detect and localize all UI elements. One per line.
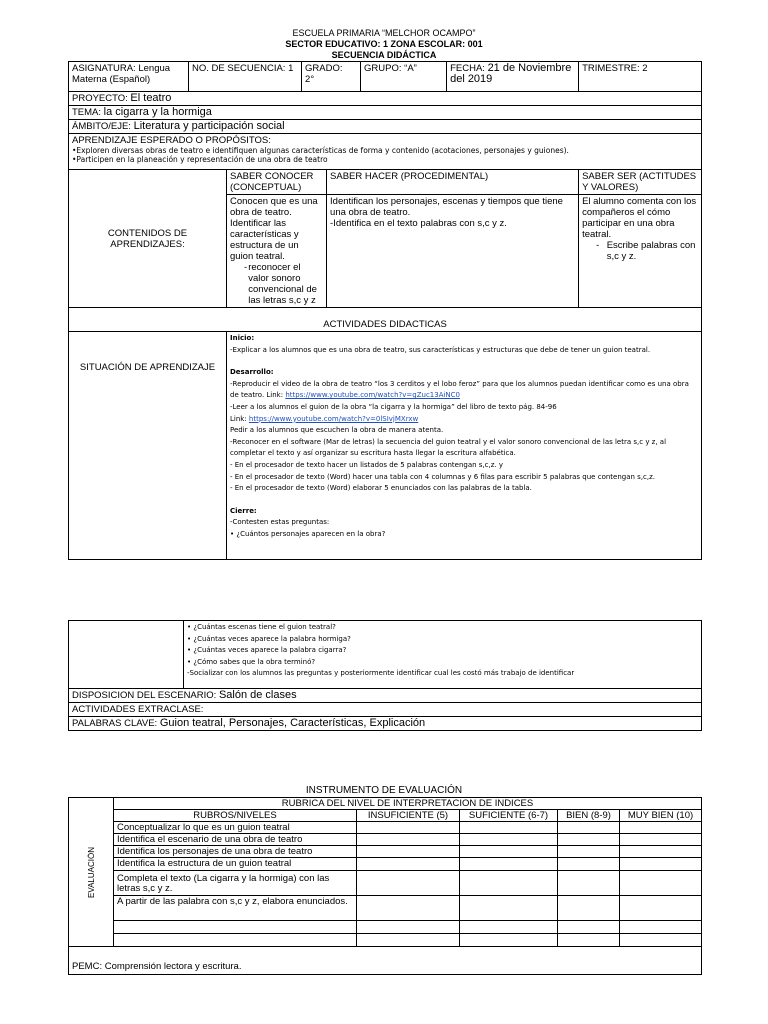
rubric-row-label: Completa el texto (La cigarra y la hormiga) con las letras s,c y z. xyxy=(114,871,357,896)
grado-label: GRADO: xyxy=(305,63,343,74)
tema-label: TEMA: xyxy=(72,107,102,118)
cierre-question: • ¿Cuántas escenas tiene el guion teatral? xyxy=(187,623,336,631)
desarrollo-step: Link: https://www.youtube.com/watch?v=0lSIvjMXrxw xyxy=(230,414,419,423)
grado-cell xyxy=(302,62,361,92)
desarrollo-step: - En el procesador de texto hacer un listados de 5 palabras contengan s,c,z. y xyxy=(230,460,503,469)
fecha-value: 21 de Noviembre del 2019 xyxy=(450,62,572,85)
ser-text: El alumno comenta con los compañeros el cómo participar en una obra teatral. xyxy=(582,196,697,240)
rubric-row-label: Identifica el escenario de una obra de teatro xyxy=(114,834,357,846)
continuation-table xyxy=(68,620,702,731)
saber-ser-header: SABER SER (ACTITUDES Y VALORES) xyxy=(579,170,702,195)
video-link[interactable]: https://www.youtube.com/watch?v=gZuc13AiNC0 xyxy=(285,391,461,400)
inicio-label: Inicio: xyxy=(230,334,255,342)
asignatura-label: ASIGNATURA: xyxy=(72,63,136,74)
conocer-bullet: reconocer el valor sonoro convencional de las letras s,c y z xyxy=(248,262,317,306)
rubric-row-label: Conceptualizar lo que es un guion teatral xyxy=(114,822,357,834)
cierre-question: • ¿Cuántas veces aparece la palabra cigarra? xyxy=(187,646,347,655)
ambito-label: ÁMBITO/EJE: xyxy=(72,121,131,132)
aprendizaje-row xyxy=(69,134,702,170)
document-title: SECUENCIA DIDÁCTICA xyxy=(331,50,437,60)
cierre-question: • ¿Cuántas veces aparece la palabra hormiga? xyxy=(187,634,351,643)
desarrollo-step: Pedir a los alumnos que escuchen la obra de manera atenta. xyxy=(230,426,444,435)
disposicion-label: DISPOSICION DEL ESCENARIO: xyxy=(72,690,217,701)
saber-hacer-header: SABER HACER (PROCEDIMENTAL) xyxy=(327,170,579,195)
grupo-value: “A” xyxy=(404,63,417,74)
proyecto-row xyxy=(69,92,702,106)
pemc-row: PEMC: Comprensión lectora y escritura. xyxy=(69,947,702,975)
rubric-header: MUY BIEN (10) xyxy=(620,810,702,822)
video-link[interactable]: https://www.youtube.com/watch?v=0lSIvjMXrxw xyxy=(248,414,419,423)
activities-content xyxy=(227,332,702,560)
continuation-blank xyxy=(69,621,184,689)
ambito-row xyxy=(69,120,702,134)
cierre-step: -Contesten estas preguntas: xyxy=(230,518,330,527)
rubric-header: RUBROS/NIVELES xyxy=(114,810,357,822)
trimestre-cell: TRIMESTRE: 2 xyxy=(579,62,702,92)
grado-value: 2° xyxy=(305,74,315,85)
palabras-clave-row xyxy=(69,717,702,731)
sequence-table xyxy=(68,61,702,560)
rubric-row-label: A partir de las palabra con s,c y z, elabora enunciados. xyxy=(114,896,357,921)
saber-hacer-content: Identifican los personajes, escenas y tiempos que tiene una obra de teatro. -Identifica en el texto palabras con s,c y z. xyxy=(327,195,579,308)
sector-line: SECTOR EDUCATIVO: 1 ZONA ESCOLAR: 001 xyxy=(285,39,483,49)
proyecto-value: El teatro xyxy=(130,92,172,104)
dash-marker: - xyxy=(244,262,248,273)
ambito-value: Literatura y participación social xyxy=(133,120,285,132)
school-name: ESCUELA PRIMARIA “MELCHOR OCAMPO” xyxy=(292,28,476,38)
rubric-table xyxy=(68,797,702,975)
grupo-label: GRUPO: xyxy=(364,63,402,74)
asignatura-value: Lengua Materna (Español) xyxy=(72,63,171,85)
desarrollo-step: - En el procesador de texto (Word) hacer una tabla con 4 columnas y 6 filas para escribir 5 palabras que contengan s,c,z. xyxy=(230,472,656,481)
fecha-label: FECHA: xyxy=(450,63,485,74)
conocer-bullet-item xyxy=(230,262,323,306)
desarrollo-step: -Reconocer en el software (Mar de letras) la secuencia del guion teatral y el valor sonoro convencional de las letra s,c y z, al completar el texto y así organizar su escritura hasta llegar la escritura alfabética. xyxy=(230,437,667,458)
evaluation-side-label: EVALUACIÓN xyxy=(86,846,96,898)
cierre-question: • ¿Cómo sabes que la obra terminó? xyxy=(187,657,316,666)
ser-bullet-item xyxy=(582,240,698,262)
rubric-header: INSUFICIENTE (5) xyxy=(357,810,460,822)
situacion-label: SITUACIÓN DE APRENDIZAJE xyxy=(69,332,227,560)
rubric-row-label: Identifica la estructura de un guion teatral xyxy=(114,858,357,871)
desarrollo-label: Desarrollo: xyxy=(230,368,274,377)
proyecto-label: PROYECTO: xyxy=(72,93,128,104)
cierre-question: • ¿Cuántos personajes aparecen en la obra? xyxy=(230,529,386,538)
secuencia-cell: NO. DE SECUENCIA: 1 xyxy=(189,62,302,92)
desarrollo-step: -Leer a los alumnos el guion de la obra “la cigarra y la hormiga” del libro de texto pág. 84-96 xyxy=(230,402,557,411)
saber-conocer-content xyxy=(227,195,327,308)
cierre-continued xyxy=(184,621,702,689)
rubric-header: BIEN (8-9) xyxy=(558,810,620,822)
evaluation-side-cell xyxy=(69,798,114,947)
aprendizaje-label: APRENDIZAJE ESPERADO O PROPÓSITOS: xyxy=(72,135,271,146)
tema-value: la cigarra y la hormiga xyxy=(103,106,212,118)
desarrollo-step: - En el procesador de texto (Word) elaborar 5 enunciados con las palabras de la tabla. xyxy=(230,484,532,493)
cierre-label: Cierre: xyxy=(230,506,257,515)
palabras-value: Guion teatral, Personajes, Características, Explicación xyxy=(159,717,426,729)
aprendizaje-item: •Participen en la planeación y representación de una obra de teatro xyxy=(72,155,328,164)
tema-row xyxy=(69,106,702,120)
disposicion-value: Salón de clases xyxy=(218,689,297,701)
asignatura-cell xyxy=(69,62,189,92)
saber-conocer-header: SABER CONOCER (CONCEPTUAL) xyxy=(227,170,327,195)
rubric-header: SUFICIENTE (6-7) xyxy=(460,810,558,822)
contenidos-label: CONTENIDOS DE APRENDIZAJES: xyxy=(69,170,227,308)
conocer-text: Conocen que es una obra de teatro. Identificar las características y estructura de un guion teatral. xyxy=(230,196,318,262)
fecha-cell xyxy=(447,62,579,92)
disposicion-row xyxy=(69,689,702,703)
grupo-cell xyxy=(361,62,447,92)
desarrollo-step: -Reproducir el video de la obra de teatro “los 3 cerditos y el lobo feroz” para que los alumnos puedan identificar como es una obra de teatro. Link: https://www.youtube.com/watch?v=gZuc13AiNC0 xyxy=(230,379,689,400)
cierre-step: -Socializar con los alumnos las preguntas y posteriormente identificar cual les costó más trabajo de identificar xyxy=(187,669,575,678)
palabras-label: PALABRAS CLAVE: xyxy=(72,718,158,729)
saber-ser-content xyxy=(579,195,702,308)
rubric-row-label: Identifica los personajes de una obra de teatro xyxy=(114,846,357,858)
actividades-title: ACTIVIDADES DIDACTICAS xyxy=(69,308,702,332)
aprendizaje-item: •Exploren diversas obras de teatro e identifiquen algunas características de forma y contenido (acotaciones, personajes y guiones). xyxy=(72,146,569,155)
rubric-title: RUBRICA DEL NIVEL DE INTERPRETACION DE INDICES xyxy=(114,798,702,810)
evaluation-title: INSTRUMENTO DE EVALUACIÓN xyxy=(305,785,463,796)
inicio-text: -Explicar a los alumnos que es una obra de teatro, sus características y estructuras que debe de tener un guion teatral. xyxy=(230,345,651,354)
dash-marker: - xyxy=(596,240,600,251)
extraclase-row: ACTIVIDADES EXTRACLASE: xyxy=(69,703,702,717)
ser-bullet: Escribe palabras con s,c y z. xyxy=(606,240,696,262)
